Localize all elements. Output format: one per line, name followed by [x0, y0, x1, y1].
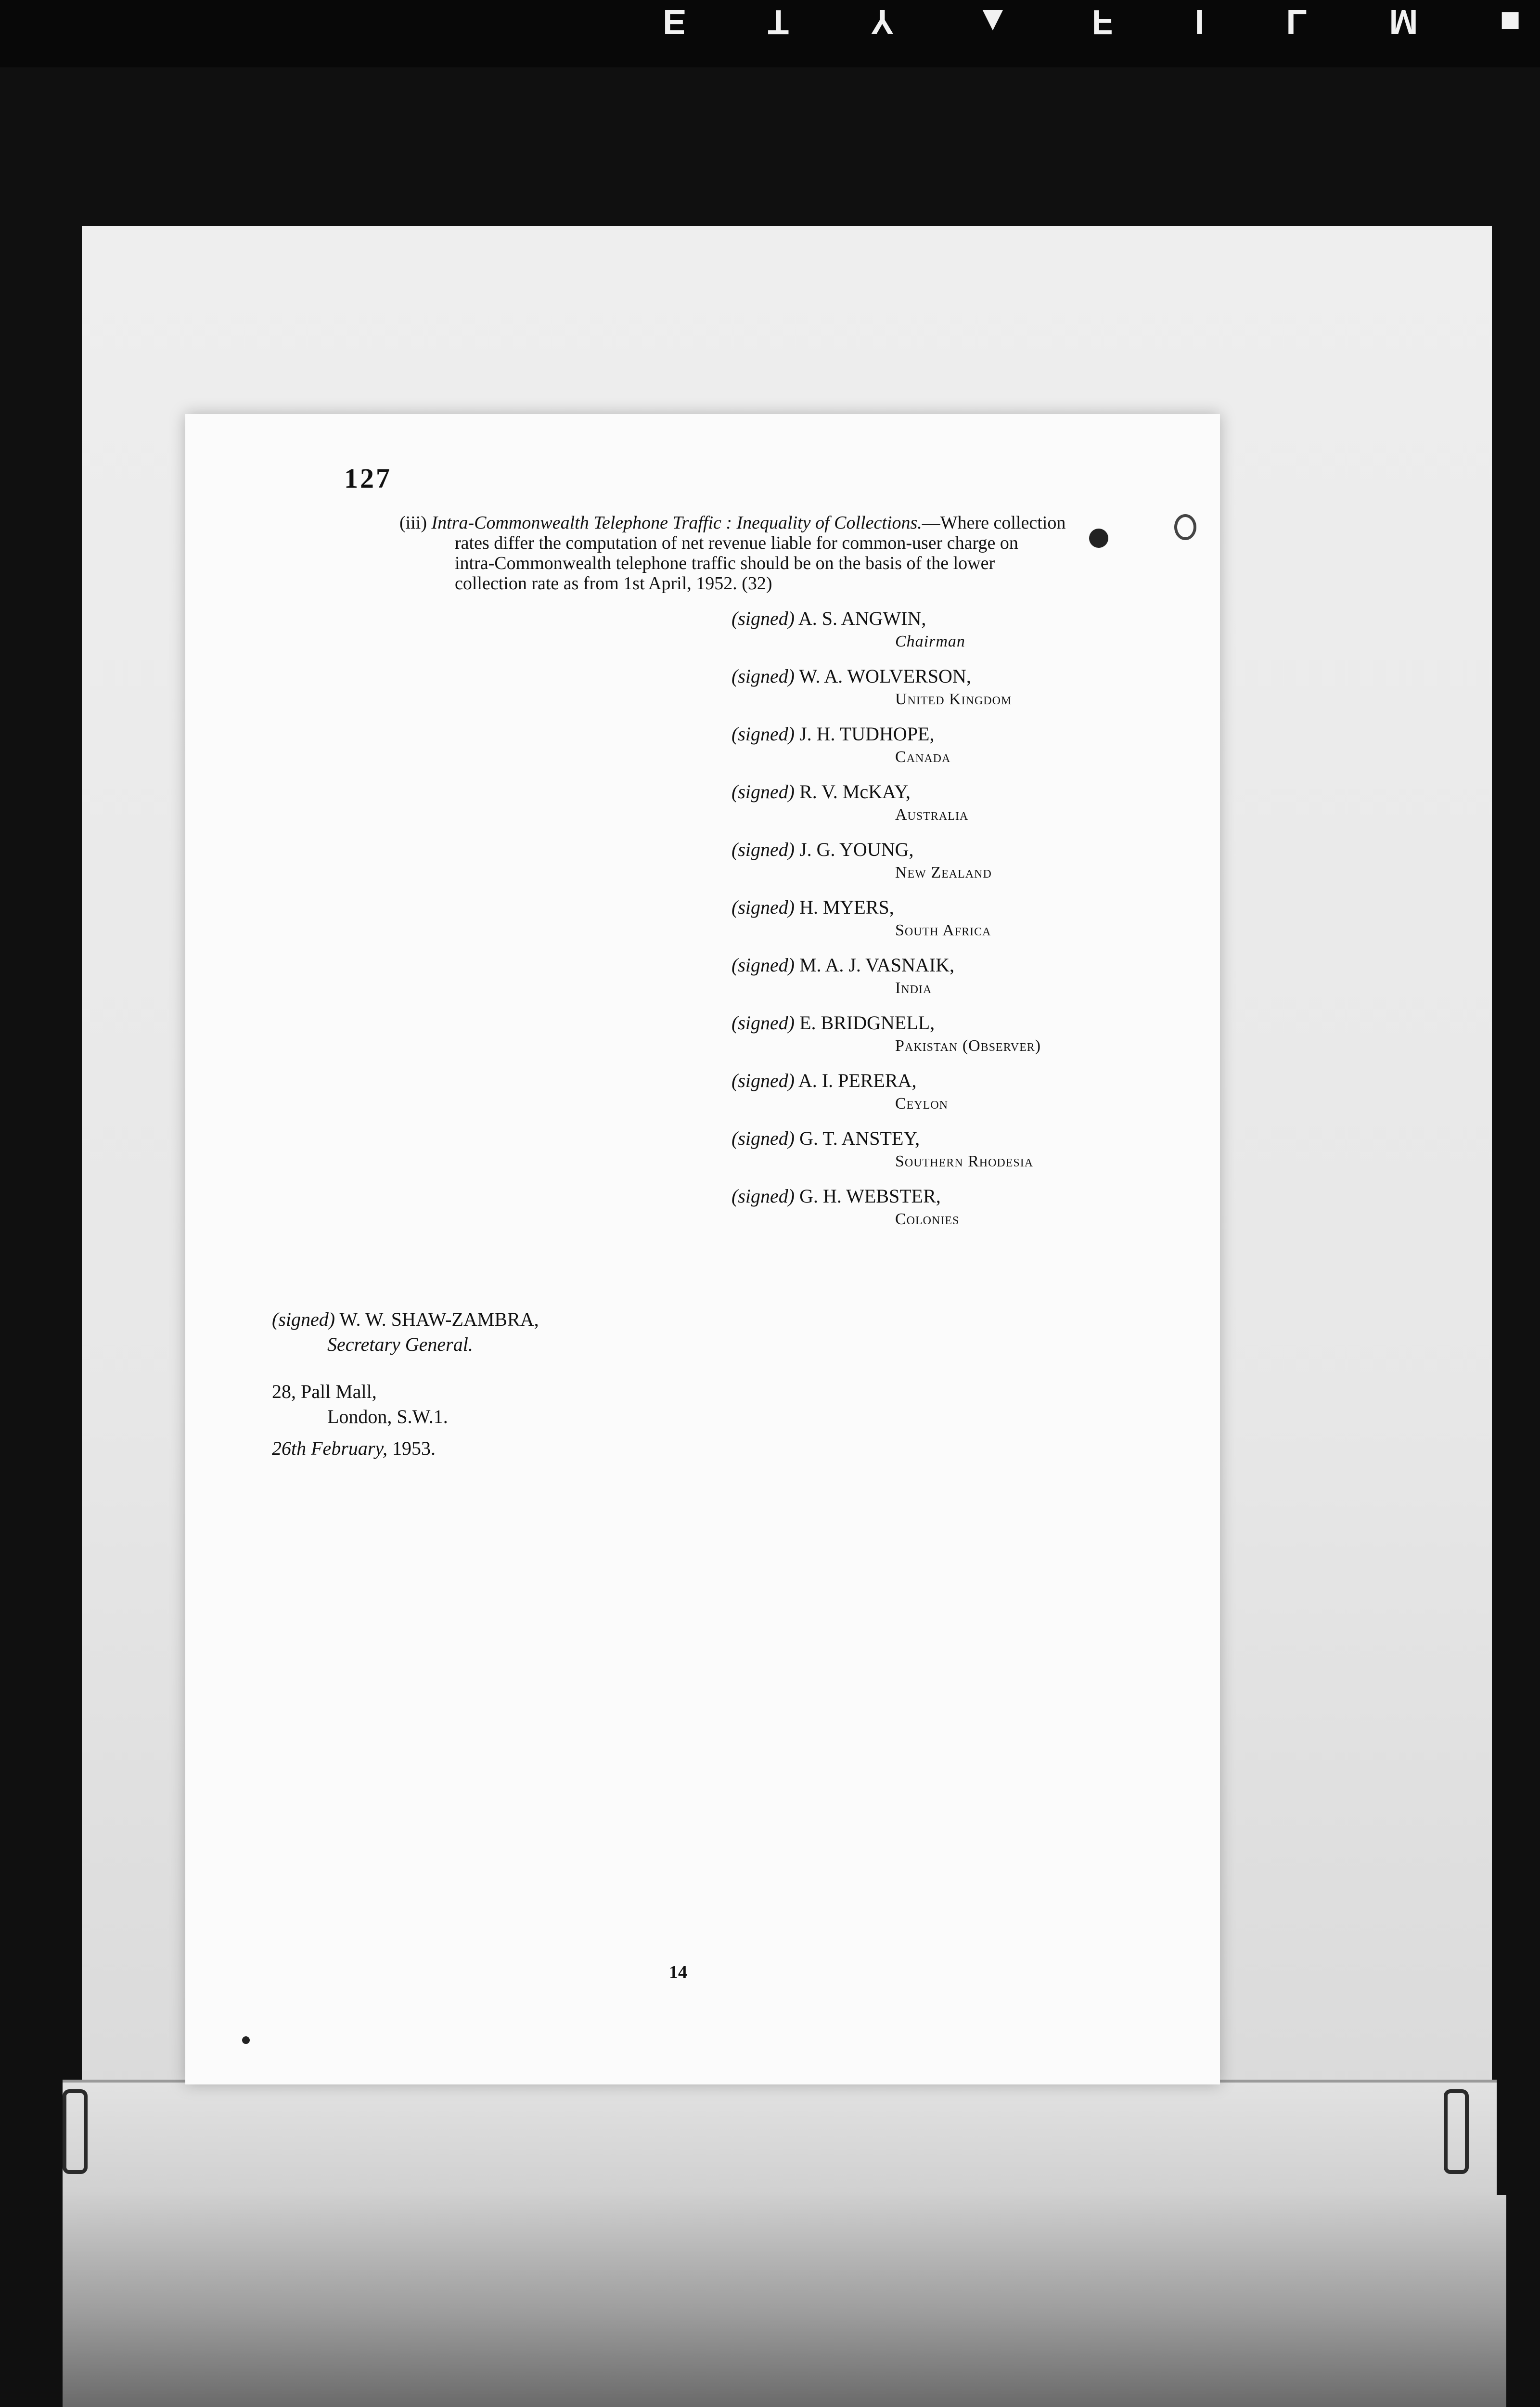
paragraph-heading: Intra-Commonwealth Telephone Traffic : Inequality of Collections. — [431, 513, 922, 533]
signatory — [732, 953, 1213, 999]
film-header — [0, 0, 1540, 67]
document-date — [272, 1437, 436, 1460]
signatory-name: G. T. ANSTEY, — [799, 1127, 920, 1149]
signed-label: (signed) — [732, 723, 795, 745]
signatory-role: United Kingdom — [895, 690, 1012, 708]
secretary-name: W. W. SHAW-ZAMBRA, — [339, 1308, 539, 1330]
binder-clip-icon — [1444, 2089, 1469, 2174]
paragraph-line: rates differ the computation of net revenue liable for common-user charge on — [455, 533, 1018, 553]
signatory-name: A. S. ANGWIN, — [798, 608, 926, 629]
signatory-name: G. H. WEBSTER, — [799, 1185, 941, 1207]
signed-label: (signed) — [272, 1308, 335, 1330]
date-year: 1953. — [392, 1437, 436, 1459]
paragraph-line: —Where collection — [922, 513, 1066, 533]
signatory-name: R. V. McKAY, — [799, 781, 911, 802]
film-mark: T — [768, 2, 789, 41]
page-number-bottom: 14 — [669, 1962, 687, 1982]
signed-label: (signed) — [732, 665, 795, 687]
address-line: 28, Pall Mall, — [272, 1381, 377, 1402]
signatory-role: Chairman — [895, 633, 965, 650]
signed-label: (signed) — [732, 896, 795, 918]
signatory-role: Australia — [895, 806, 969, 824]
signatory-role: Colonies — [895, 1210, 960, 1228]
signatory — [732, 838, 1213, 884]
film-mark: L — [1286, 2, 1308, 41]
film-mark: Y — [871, 2, 894, 41]
board-strip — [63, 2080, 1497, 2206]
punch-hole-icon — [1174, 514, 1196, 540]
signatory — [732, 895, 1213, 942]
signatories-list — [732, 607, 1213, 1242]
signatory-name: J. G. YOUNG, — [799, 839, 914, 860]
ink-speck — [242, 2036, 250, 2044]
film-mark: F — [1091, 2, 1113, 41]
signatory — [732, 780, 1213, 826]
date-month: February, — [311, 1437, 387, 1459]
signed-label: (signed) — [732, 954, 795, 976]
bottom-shadow — [63, 2195, 1506, 2407]
signatory-role: New Zealand — [895, 864, 992, 881]
address-line: London, S.W.1. — [327, 1406, 448, 1427]
signatory-name: H. MYERS, — [799, 896, 894, 918]
signatory — [732, 1011, 1213, 1057]
signatory — [732, 1069, 1213, 1115]
signatory — [732, 1184, 1213, 1230]
binder-clip-icon — [63, 2089, 88, 2174]
secretary-signature — [272, 1307, 705, 1357]
signatory-name: W. A. WOLVERSON, — [799, 665, 971, 687]
signatory — [732, 664, 1213, 711]
film-mark: ▲ — [975, 2, 1010, 41]
paragraph-number: (iii) — [399, 513, 427, 533]
signatory-role: Canada — [895, 748, 951, 766]
signatory-role: Ceylon — [895, 1095, 948, 1113]
signatory-name: E. BRIDGNELL, — [799, 1012, 935, 1034]
film-mark: ■ — [1500, 2, 1521, 41]
secretary-title: Secretary General. — [327, 1333, 473, 1355]
signed-label: (signed) — [732, 781, 795, 802]
signatory-name: M. A. J. VASNAIK, — [799, 954, 955, 976]
film-mark: E — [663, 2, 686, 41]
film-mark: I — [1194, 2, 1205, 41]
film-marks — [663, 0, 1521, 43]
ink-blot — [1089, 529, 1108, 548]
signed-label: (signed) — [732, 1185, 795, 1207]
signed-label: (signed) — [732, 1070, 795, 1091]
signed-label: (signed) — [732, 608, 795, 629]
signed-label: (signed) — [732, 839, 795, 860]
date-day: 26th — [272, 1437, 307, 1459]
signatory — [732, 607, 1213, 653]
paragraph-line: collection rate as from 1st April, 1952. (32) — [455, 573, 772, 594]
signatory-role: South Africa — [895, 921, 991, 939]
signatory-role: Southern Rhodesia — [895, 1152, 1034, 1170]
signed-label: (signed) — [732, 1127, 795, 1149]
signatory-role: Pakistan (Observer) — [895, 1037, 1041, 1055]
signatory-name: A. I. PERERA, — [798, 1070, 917, 1091]
signatory-name: J. H. TUDHOPE, — [799, 723, 935, 745]
page-number-top: 127 — [344, 463, 392, 494]
signed-label: (signed) — [732, 1012, 795, 1034]
document-page — [185, 414, 1220, 2084]
signatory — [732, 722, 1213, 768]
film-mark: M — [1389, 2, 1418, 41]
paragraph-line: intra-Commonwealth telephone traffic should be on the basis of the lower — [455, 553, 995, 573]
signatory-role: India — [895, 979, 932, 997]
address-block — [272, 1379, 657, 1429]
paragraph-iii — [399, 513, 1133, 594]
signatory — [732, 1126, 1213, 1173]
